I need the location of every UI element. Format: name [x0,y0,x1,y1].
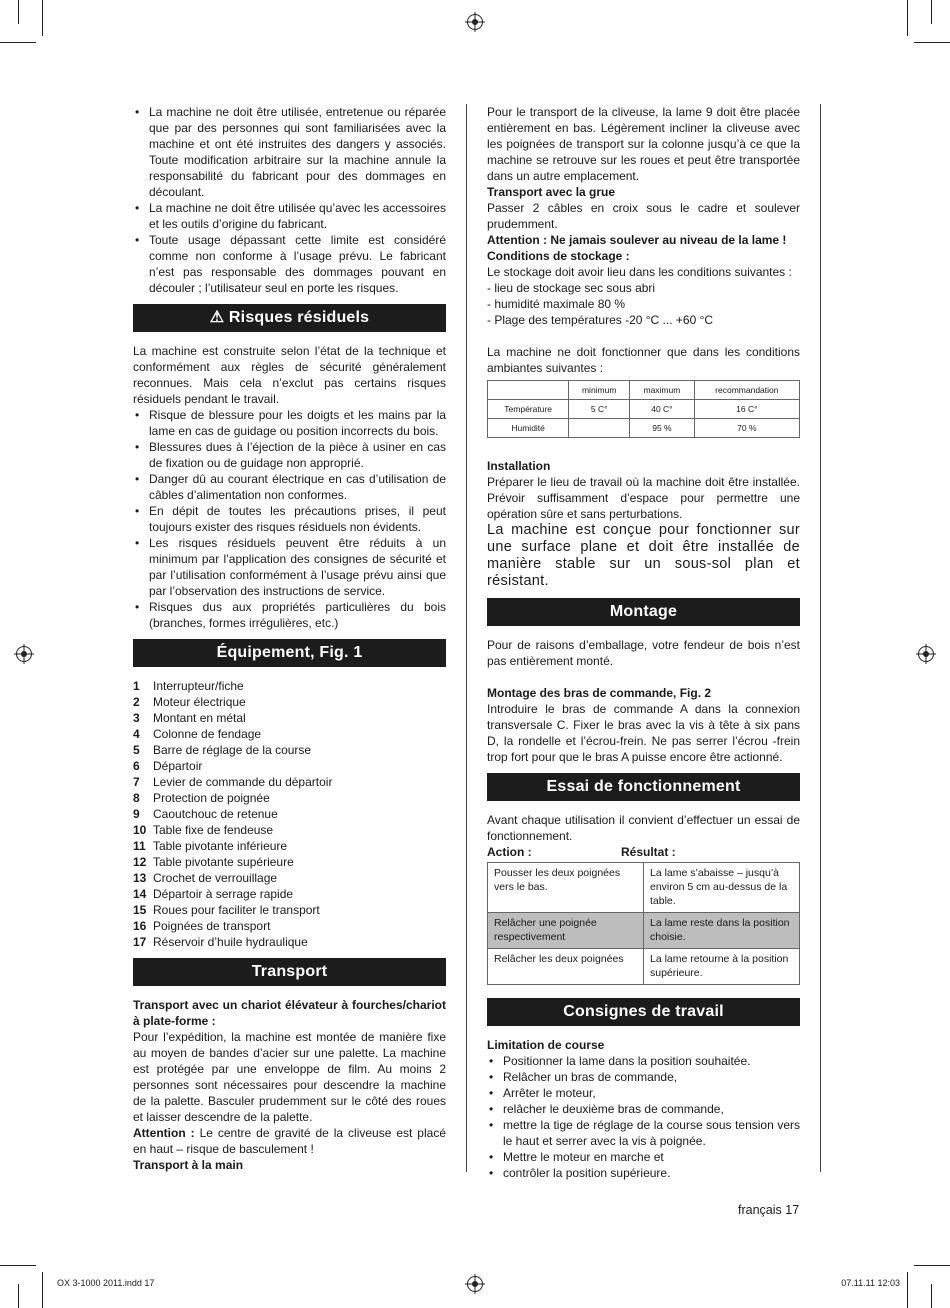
crop-mark [914,1265,950,1266]
registration-mark-icon [918,646,934,662]
list-item: 9 Caoutchouc de retenue [133,807,278,821]
grue-heading: Transport avec la grue [487,185,616,199]
list-item: 10 Table fixe de fendeuse [133,823,274,837]
list-item: 5 Barre de réglage de la course [133,743,312,757]
section-heading-essai: Essai de fonctionnement [487,773,800,801]
column-rule [466,104,467,1172]
section-heading-consignes: Consignes de travail [487,998,800,1026]
list-item: 4 Colonne de fendage [133,727,262,741]
list-item: 17 Réservoir d’huile hydraulique [133,935,308,949]
crop-mark [42,1272,43,1308]
risques-intro: La machine est construite selon l’état de la technique et conformément aux règles de sécurité généralement reconnues. Mais cela n’exclut pas certains risques résiduels pendant le travail. [133,344,446,406]
risques-heading-text: Risques résiduels [228,309,370,326]
ambiant-paragraph: La machine ne doit fonctionner que dans les conditions ambiantes suivantes : [487,345,800,375]
result-table [487,862,800,985]
conditions-table [487,380,800,438]
table-row: Humidité 95 % 70 % [488,419,800,438]
consigne-bullet: • contrôler la position supérieure. [487,1165,800,1181]
column-rule [820,104,821,1172]
risk-bullet: • Risque de blessure pour les doigts et les mains par la lame en cas de guidage ou position incorrects du bois. [133,407,446,439]
registration-mark-icon [467,1276,483,1292]
registration-mark-icon [467,14,483,30]
stockage-heading: Conditions de stockage : [487,249,630,263]
crop-mark [907,1272,908,1308]
attention-text: Le centre de gravité de la cliveuse est placé en haut – risque de basculement ! [133,1126,446,1156]
risk-bullet: • Risques dus aux propriétés particulières du bois (branches, formes irrégulières, etc.) [133,599,446,631]
table-row: Relâcher une poignée respectivement La lame reste dans la position choisie. [488,913,800,949]
left-column [133,104,446,1173]
transport-main-paragraph: Pour le transport de la cliveuse, la lame 9 doit être placée entièrement en bas. Légèrement incliner la cliveuse avec les poignées de transport sur la colonne jusqu’à ce que la machine se retrouve sur les roues et peut être transportée dans un autre emplacement. [487,105,800,183]
list-item: 7 Levier de commande du départoir [133,775,333,789]
list-item: 13 Crochet de verrouillage [133,871,278,885]
risk-bullet: • Blessures dues à l’éjection de la pièce à usiner en cas de fixation ou de guidage non approprié. [133,439,446,471]
consigne-bullet: • Positionner la lame dans la position souhaitée. [487,1053,800,1069]
installation-paragraph-large: La machine est conçue pour fonctionner sur une surface plane et doit être installée de manière stable sur un sous-sol plan et résistant. [487,522,800,589]
equipment-list [133,678,446,950]
consigne-bullet: • Arrêter le moteur, [487,1085,800,1101]
limitation-heading: Limitation de course [487,1038,605,1052]
consigne-bullet: • Relâcher un bras de commande, [487,1069,800,1085]
action-label: Action : [487,845,532,859]
slug-filename: OX 3-1000 2011.indd 17 [57,1278,155,1288]
result-label: Résultat : [621,845,676,859]
attention-label: Attention : [133,1126,195,1140]
consigne-bullet: • mettre la tige de réglage de la course sous tension vers le haut et serrer avec la vis à poignée. [487,1117,800,1149]
montage-paragraph: Pour de raisons d’emballage, votre fendeur de bois n’est pas entièrement monté. [487,638,800,668]
crop-mark [907,0,908,36]
section-heading-equipement: Équipement, Fig. 1 [133,639,446,667]
risk-bullet: • Danger dû au courant électrique en cas d’utilisation de câbles d’alimentation non conformes. [133,471,446,503]
intro-bullet: • La machine ne doit être utilisée, entretenue ou réparée que par des personnes qui sont familiarisées avec la machine et ont été instruites des dangers y associés. Toute modification arbitraire sur la machine annule la responsabilité du fabricant pour des dommages en découlant. [133,104,446,200]
installation-heading: Installation [487,459,551,473]
list-item: 3 Montant en métal [133,711,246,725]
consigne-bullet: • Mettre le moteur en marche et [487,1149,800,1165]
right-column [487,104,800,1181]
section-heading-risques [133,304,446,332]
montage-paragraph-2: Introduire le bras de commande A dans la connexion transversale C. Fixer le bras avec la vis à tête à six pans D, la rondelle et l’écrou-frein. Ne pas serrer l’écrou -frein trop fort pour que le bras A puisse encore être actionné. [487,702,800,764]
list-item: 12 Table pivotante supérieure [133,855,294,869]
transport-attention [133,1125,446,1157]
stockage-item: - humidité maximale 80 % [487,297,626,311]
essai-paragraph: Avant chaque utilisation il convient d’effectuer un essai de fonctionnement. [487,813,800,843]
page-number: français 17 [738,1203,800,1217]
crop-mark [18,0,19,24]
crop-mark [0,1265,36,1266]
consigne-bullet: • relâcher le deuxième bras de commande, [487,1101,800,1117]
list-item: 14 Départoir à serrage rapide [133,887,294,901]
crop-mark [931,1284,932,1308]
transport-paragraph: Pour l’expédition, la machine est montée de manière fixe au moyen de bandes d’acier sur une palette. La machine est protégée par une enveloppe de film. Au moins 2 personnes sont nécessaires pour descendre la machine de la palette. Basculer prudemment sur le côté des roues et laisser descendre de la palette. [133,1030,446,1124]
list-item: 1 Interrupteur/fiche [133,679,244,693]
installation-paragraph: Préparer le lieu de travail où la machine doit être installée. Prévoir suffisamment d’espace pour permettre une opération sûre et sans perturbations. [487,475,800,521]
table-row: Pousser les deux poignées vers le bas. La lame s’abaisse – jusqu’à environ 5 cm au-dessus de la table. [488,863,800,913]
section-heading-montage: Montage [487,598,800,626]
list-item: 15 Roues pour faciliter le transport [133,903,320,917]
list-item: 11 Table pivotante inférieure [133,839,288,853]
table-row: Relâcher les deux poignées La lame retourne à la position supérieure. [488,949,800,985]
attention-lame: Attention : Ne jamais soulever au niveau de la lame ! [487,233,787,247]
stockage-intro: Le stockage doit avoir lieu dans les conditions suivantes : [487,265,792,279]
transport-subheading-main: Transport à la main [133,1158,244,1172]
risk-bullet: • En dépit de toutes les précautions prises, il peut toujours exister des risques résiduels non évidents. [133,503,446,535]
stockage-item: - Plage des températures -20 °C ... +60 °C [487,313,714,327]
crop-mark [0,42,36,43]
list-item: 2 Moteur électrique [133,695,246,709]
action-result-labels [487,844,800,860]
crop-mark [42,0,43,36]
table-header-row: minimum maximum recommandation [488,381,800,400]
table-row: Température 5 C° 40 C° 16 C° [488,400,800,419]
crop-mark [914,42,950,43]
grue-paragraph: Passer 2 câbles en croix sous le cadre et soulever prudemment. [487,201,800,231]
risk-bullet: • Les risques résiduels peuvent être réduits à un minimum par l’application des consignes de sécurité et par l’utilisation conformément à l’usage prévu ainsi que par l’observation des instructions de service. [133,535,446,599]
stockage-item: - lieu de stockage sec sous abri [487,281,656,295]
warning-triangle-icon: ⚠ [209,309,225,326]
section-heading-transport: Transport [133,958,446,986]
crop-mark [931,0,932,24]
intro-bullet: • La machine ne doit être utilisée qu’avec les accessoires et les outils d’origine du fabricant. [133,200,446,232]
transport-subheading: Transport avec un chariot élévateur à fourches/chariot à plate-forme : [133,998,446,1028]
slug-timestamp: 07.11.11 12:03 [841,1278,900,1288]
list-item: 6 Départoir [133,759,203,773]
montage-subheading: Montage des bras de commande, Fig. 2 [487,686,712,700]
crop-mark [18,1284,19,1308]
registration-mark-icon [16,646,32,662]
list-item: 8 Protection de poignée [133,791,270,805]
intro-bullet: • Toute usage dépassant cette limite est considéré comme non conforme à l’usage prévu. Le fabricant n’est pas responsable des dommages pouvant en découler ; l’utilisateur seul en porte les risques. [133,232,446,296]
list-item: 16 Poignées de transport [133,919,271,933]
